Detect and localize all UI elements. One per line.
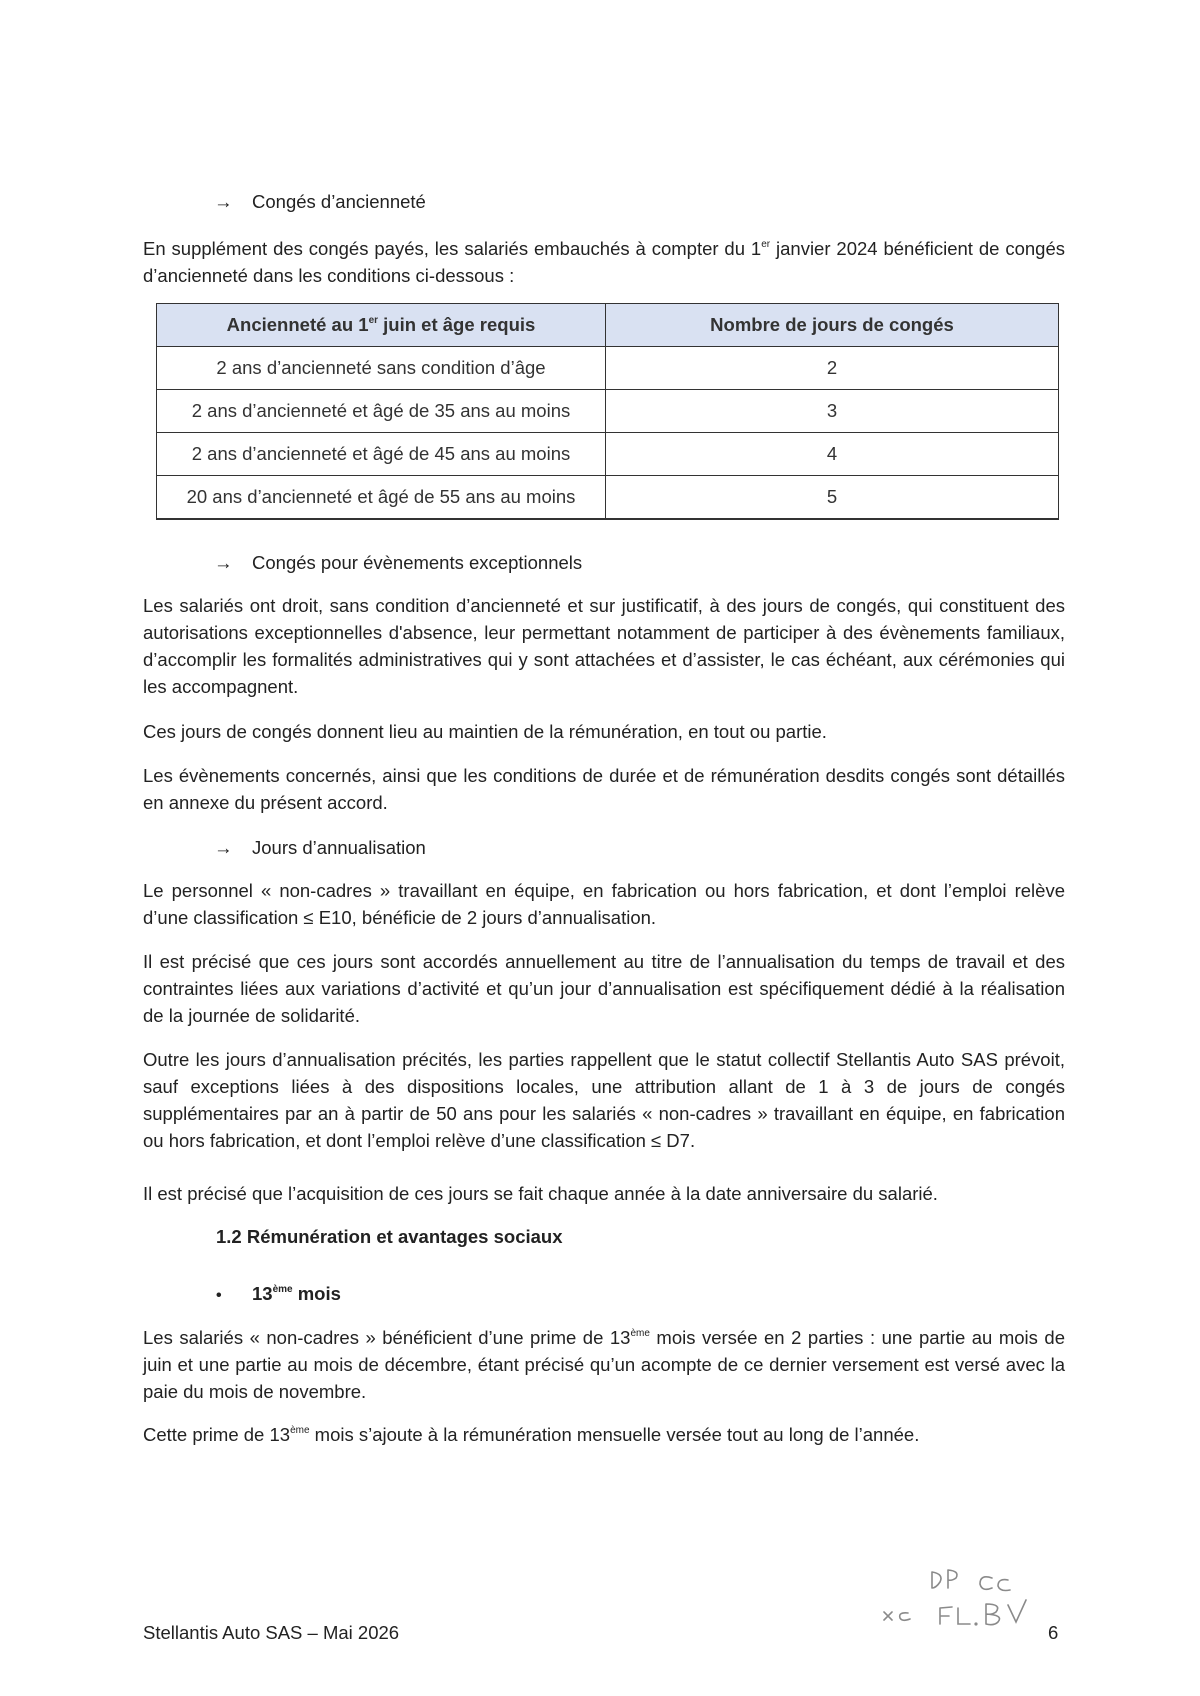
subheading-text: Congés d’ancienneté: [252, 191, 426, 212]
handwritten-initials: [880, 1560, 1060, 1630]
section-title-remuneration: 1.2 Rémunération et avantages sociaux: [216, 1226, 563, 1247]
bullet-icon: •: [216, 1287, 222, 1304]
subheading-annualisation: [214, 834, 426, 861]
arrow-icon: →: [214, 191, 233, 212]
bullet-13eme-mois: [216, 1280, 341, 1309]
subheading-exceptionnels: [214, 549, 582, 576]
table-row: [157, 347, 1059, 390]
table-header-days: Nombre de jours de congés: [606, 304, 1059, 347]
table-cell-days: 5: [606, 476, 1059, 520]
table-row: [157, 390, 1059, 433]
text: 13: [252, 1283, 273, 1304]
superscript: ème: [272, 1284, 293, 1295]
superscript: ème: [630, 1328, 650, 1339]
superscript: ème: [290, 1425, 310, 1436]
table-cell-days: 2: [606, 347, 1059, 390]
table-cell-condition: 2 ans d’ancienneté et âgé de 35 ans au moins: [157, 390, 606, 433]
text: mois s’ajoute à la rémunération mensuelle versée tout au long de l’année.: [309, 1424, 920, 1445]
paragraph-exceptionnels-1: Les salariés ont droit, sans condition d’ancienneté et sur justificatif, à des jours de congés, qui constituent des autorisations exceptionnelles d'absence, leur permettant notamment de participer à des évènements familiaux, d’accomplir les formalités administratives qui y sont attachées et d’assister, le cas échéant, aux cérémonies qui les accompagnent.: [143, 595, 1065, 697]
anciennete-table: [156, 303, 1059, 520]
superscript: er: [368, 315, 379, 326]
paragraph-annualisation-4: Il est précisé que l’acquisition de ces jours se fait chaque année à la date anniversaire du salarié.: [143, 1183, 938, 1204]
table-cell-condition: 20 ans d’ancienneté et âgé de 55 ans au moins: [157, 476, 606, 520]
arrow-icon: →: [214, 552, 233, 573]
text: janvier 2024 bénéficient de congés d’ancienneté dans les conditions ci-dessous :: [143, 238, 1065, 286]
paragraph-exceptionnels-3: Les évènements concernés, ainsi que les conditions de durée et de rémunération desdits congés sont détaillés en annexe du présent accord.: [143, 765, 1065, 813]
table-header-condition: [157, 304, 606, 347]
subheading-anciennete: [214, 188, 426, 215]
table-row: [157, 476, 1059, 520]
text: Cette prime de 13: [143, 1424, 291, 1445]
paragraph-remuneration-2: [143, 1421, 1065, 1448]
arrow-icon: →: [214, 837, 233, 858]
text: juin et âge requis: [378, 314, 536, 335]
text: Ancienneté au 1: [226, 314, 369, 335]
superscript: er: [761, 239, 771, 250]
paragraph-exceptionnels-2: Ces jours de congés donnent lieu au maintien de la rémunération, en tout ou partie.: [143, 721, 827, 742]
subheading-text: Jours d’annualisation: [252, 837, 426, 858]
paragraph-anciennete-intro: [143, 235, 1065, 289]
page-number: 6: [1048, 1622, 1059, 1643]
table-cell-condition: 2 ans d’ancienneté sans condition d’âge: [157, 347, 606, 390]
paragraph-annualisation-1: Le personnel « non-cadres » travaillant en équipe, en fabrication ou hors fabrication, et dont l’emploi relève d’une classification ≤ E10, bénéficie de 2 jours d’annualisation.: [143, 880, 1065, 928]
text: mois: [292, 1283, 341, 1304]
text: Les salariés « non-cadres » bénéficient d’une prime de 13: [143, 1327, 631, 1348]
text: mois versée en 2 parties : une partie au mois de juin et une partie au mois de décembre, étant précisé qu’un acompte de ce dernier versement est versé avec la paie du mois de novembre.: [143, 1327, 1065, 1402]
text: En supplément des congés payés, les salariés embauchés à compter du 1: [143, 238, 762, 259]
table-cell-days: 4: [606, 433, 1059, 476]
paragraph-annualisation-3: Outre les jours d’annualisation précités, les parties rappellent que le statut collectif Stellantis Auto SAS prévoit, sauf exceptions liées à des dispositions locales, une attribution allant de 1 à 3 de jours de congés supplémentaires par an à partir de 50 ans pour les salariés « non-cadres » travaillant en équipe, en fabrication ou hors fabrication, et dont l’emploi relève d’une classification ≤ D7.: [143, 1049, 1065, 1151]
subheading-text: Congés pour évènements exceptionnels: [252, 552, 583, 573]
table-cell-days: 3: [606, 390, 1059, 433]
paragraph-annualisation-2: Il est précisé que ces jours sont accordés annuellement au titre de l’annualisation du temps de travail et des contraintes liées aux variations d’activité et qu’un jour d’annualisation est spécifiquement dédié à la réalisation de la journée de solidarité.: [143, 951, 1065, 1026]
table-cell-condition: 2 ans d’ancienneté et âgé de 45 ans au moins: [157, 433, 606, 476]
footer-company-date: Stellantis Auto SAS – Mai 2026: [143, 1622, 400, 1643]
table-row: [157, 433, 1059, 476]
table-header-row: [157, 304, 1059, 347]
paragraph-remuneration-1: [143, 1324, 1065, 1405]
